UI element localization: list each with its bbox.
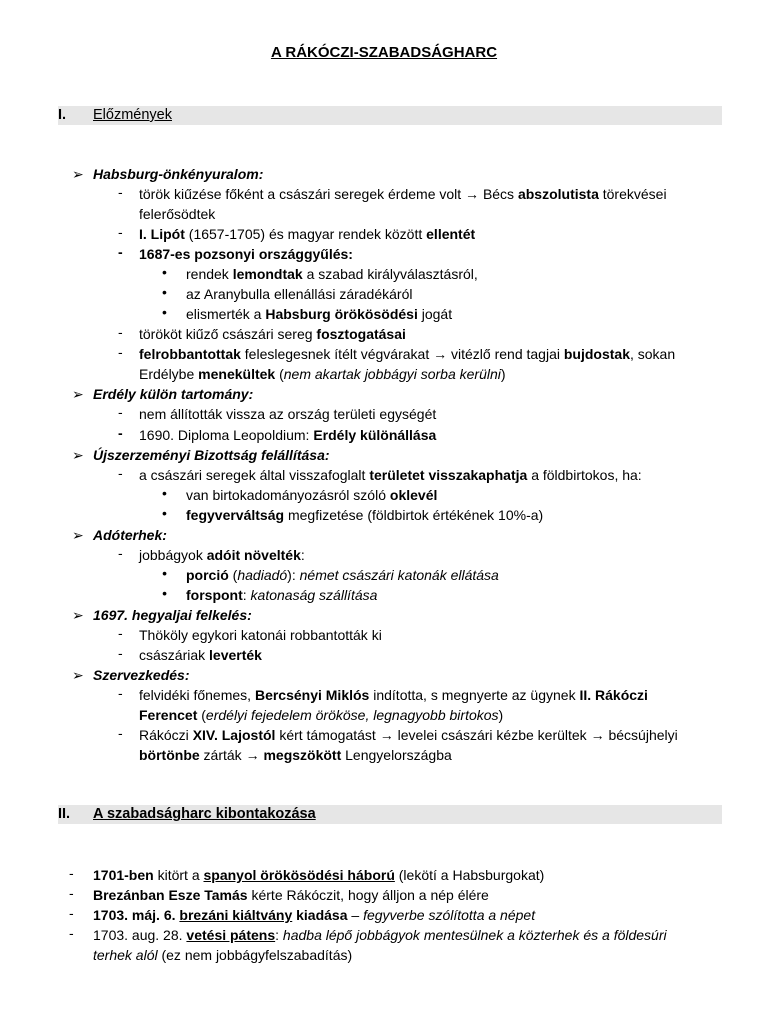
heading-habsburg: Habsburg-önkényuralom: bbox=[93, 166, 264, 182]
heading-felkeles: 1697. hegyaljai felkelés: bbox=[93, 607, 252, 623]
section-header-2 bbox=[58, 805, 722, 824]
sub-list-item: fegyverváltság megfizetése (földbirtok értékének 10%-a) bbox=[186, 507, 544, 523]
sub-list-item: porció (hadiadó): német császári katonák ellátása bbox=[186, 567, 499, 583]
dash-bullet: - bbox=[118, 685, 123, 701]
round-bullet: • bbox=[162, 264, 167, 280]
right-arrow-icon: → bbox=[590, 727, 605, 743]
sub-list-item: az Aranybulla ellenállási záradékáról bbox=[186, 286, 413, 302]
list-item: török kiűzése főként a császári seregek érdeme volt → Bécs abszolutista törekvései bbox=[139, 186, 667, 202]
list-item: Thököly egykori katonái robbantották ki bbox=[139, 627, 382, 643]
section-title: A szabadságharc kibontakozása bbox=[93, 806, 316, 822]
list-item: 1701-ben kitört a spanyol örökösödési háború (lekötí a Habsburgokat) bbox=[93, 867, 545, 883]
list-item: nem állították vissza az ország területi egységét bbox=[139, 406, 437, 422]
heading-adoterhek: Adóterhek: bbox=[93, 527, 167, 543]
arrow-bullet-icon: ➢ bbox=[72, 667, 84, 683]
list-item: jobbágyok adóit növelték: bbox=[139, 547, 305, 563]
dash-bullet: - bbox=[69, 905, 74, 921]
section-number: I. bbox=[58, 107, 67, 123]
dash-bullet: - bbox=[118, 625, 123, 641]
list-item: Rákóczi XIV. Lajostól kért támogatást → levelei császári kézbe kerültek → bécsújhelyi bbox=[139, 727, 678, 743]
arrow-bullet-icon: ➢ bbox=[72, 607, 84, 623]
dash-bullet: - bbox=[118, 645, 123, 661]
round-bullet: • bbox=[162, 505, 167, 521]
round-bullet: • bbox=[162, 585, 167, 601]
list-item: 1687-es pozsonyi országgyűlés: bbox=[139, 246, 353, 262]
arrow-bullet-icon: ➢ bbox=[72, 527, 84, 543]
sub-list-item: van birtokadományozásról szóló oklevél bbox=[186, 487, 438, 503]
list-item: a császári seregek által visszafoglalt területet visszakaphatja a földbirtokos, ha: bbox=[139, 467, 642, 483]
list-item-continuation: börtönbe zárták → megszökött Lengyelországba bbox=[139, 747, 452, 763]
section-title: Előzmények bbox=[93, 107, 172, 123]
dash-bullet: - bbox=[118, 404, 123, 420]
sub-list-item: forspont: katonaság szállítása bbox=[186, 587, 378, 603]
section-number: II. bbox=[58, 806, 71, 822]
list-item: 1690. Diploma Leopoldium: Erdély különállása bbox=[139, 427, 437, 443]
heading-ujszerzemenyi: Újszerzeményi Bizottság felállítása: bbox=[93, 447, 330, 463]
dash-bullet: - bbox=[118, 425, 123, 441]
list-item: felrobbantottak feleslegesnek ítélt végvárakat → vitézlő rend tagjai bujdostak, sokan bbox=[139, 346, 676, 362]
dash-bullet: - bbox=[69, 865, 74, 881]
sub-list-item: rendek lemondtak a szabad királyválasztásról, bbox=[186, 266, 478, 282]
right-arrow-icon: → bbox=[379, 727, 394, 743]
list-item: I. Lipót (1657-1705) és magyar rendek között ellentét bbox=[139, 226, 476, 242]
list-item: törököt kiűző császári sereg fosztogatásai bbox=[139, 326, 406, 342]
dash-bullet: - bbox=[118, 244, 123, 260]
list-item-continuation: Ferencet (erdélyi fejedelem örököse, legnagyobb birtokos) bbox=[139, 707, 504, 723]
round-bullet: • bbox=[162, 304, 167, 320]
list-item: Brezánban Esze Tamás kérte Rákóczit, hogy álljon a nép élére bbox=[93, 887, 489, 903]
dash-bullet: - bbox=[118, 224, 123, 240]
dash-bullet: - bbox=[118, 324, 123, 340]
list-item-continuation: felerősödtek bbox=[139, 206, 216, 222]
round-bullet: • bbox=[162, 565, 167, 581]
heading-erdely: Erdély külön tartomány: bbox=[93, 386, 254, 402]
dash-bullet: - bbox=[69, 885, 74, 901]
dash-bullet: - bbox=[118, 545, 123, 561]
dash-bullet: - bbox=[118, 344, 123, 360]
document-title: A RÁKÓCZI-SZABADSÁGHARC bbox=[270, 44, 498, 61]
sub-list-item: elismerték a Habsburg örökösödési jogát bbox=[186, 306, 453, 322]
right-arrow-icon: → bbox=[245, 747, 260, 763]
list-item: 1703. máj. 6. brezáni kiáltvány kiadása – fegyverbe szólította a népet bbox=[93, 907, 536, 923]
heading-szervezkedes: Szervezkedés: bbox=[93, 667, 190, 683]
right-arrow-icon: → bbox=[465, 186, 480, 202]
list-item: császáriak leverték bbox=[139, 647, 262, 663]
arrow-bullet-icon: ➢ bbox=[72, 447, 84, 463]
right-arrow-icon: → bbox=[433, 346, 448, 362]
dash-bullet: - bbox=[118, 184, 123, 200]
dash-bullet: - bbox=[118, 725, 123, 741]
list-item-continuation: terhek alól (ez nem jobbágyfelszabadítás) bbox=[93, 947, 353, 963]
list-item: felvidéki főnemes, Bercsényi Miklós indította, s megnyerte az ügynek II. Rákóczi bbox=[139, 687, 648, 703]
arrow-bullet-icon: ➢ bbox=[72, 386, 84, 402]
section-header-1 bbox=[58, 106, 722, 125]
list-item-continuation: Erdélybe menekültek (nem akartak jobbágyi sorba kerülni) bbox=[139, 366, 506, 382]
dash-bullet: - bbox=[118, 465, 123, 481]
round-bullet: • bbox=[162, 485, 167, 501]
dash-bullet: - bbox=[69, 925, 74, 941]
round-bullet: • bbox=[162, 284, 167, 300]
list-item: 1703. aug. 28. vetési pátens: hadba lépő jobbágyok mentesülnek a közterhek és a földesúri bbox=[93, 927, 667, 943]
arrow-bullet-icon: ➢ bbox=[72, 166, 84, 182]
